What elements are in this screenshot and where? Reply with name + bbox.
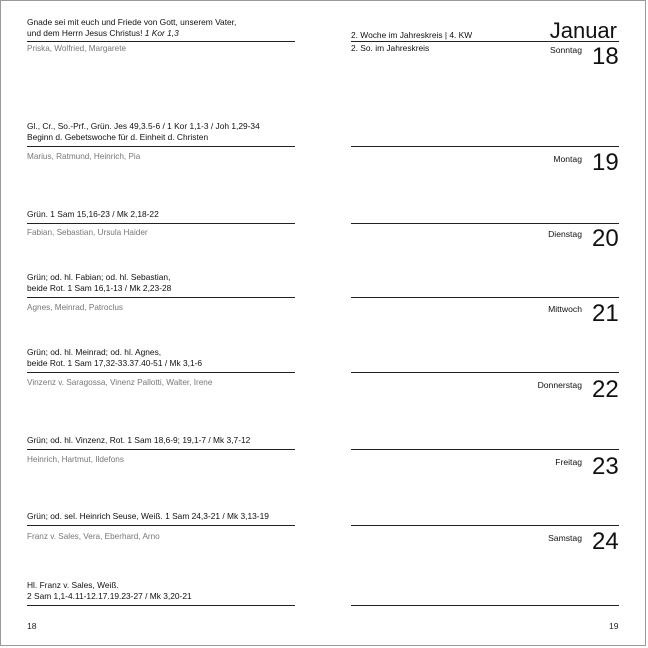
day-name: Mittwoch <box>548 304 582 314</box>
divider-line <box>27 372 295 373</box>
greeting-text: und dem Herrn Jesus Christus! <box>27 28 143 38</box>
greeting-reference: 1 Kor 1,3 <box>144 28 179 38</box>
sunday-note: 2. So. im Jahreskreis <box>351 43 430 53</box>
divider-line <box>351 41 619 42</box>
divider-line <box>27 449 295 450</box>
day-number: 23 <box>592 453 619 480</box>
liturgy-line: Gl., Cr., So.-Prf., Grün. Jes 49,3.5-6 / 1 Kor 1,1-3 / Joh 1,29-34 <box>27 121 260 131</box>
divider-line <box>351 146 619 147</box>
greeting-line-1: Gnade sei mit euch und Friede von Gott, unserem Vater, <box>27 17 237 27</box>
saints-of-day: Heinrich, Hartmut, Ildefons <box>27 455 124 464</box>
divider-line <box>27 525 295 526</box>
week-header: 2. Woche im Jahreskreis | 4. KW <box>351 30 473 40</box>
divider-line <box>351 605 619 606</box>
page-number-left: 18 <box>27 621 37 631</box>
day-number: 24 <box>592 528 619 555</box>
saints-of-day: Franz v. Sales, Vera, Eberhard, Arno <box>27 532 160 541</box>
liturgy-line: beide Rot. 1 Sam 16,1-13 / Mk 2,23-28 <box>27 282 172 293</box>
day-name: Montag <box>553 154 582 164</box>
divider-line <box>27 41 295 42</box>
day-name: Samstag <box>548 533 582 543</box>
divider-line <box>351 223 619 224</box>
divider-line <box>27 146 295 147</box>
day-name: Dienstag <box>548 229 582 239</box>
liturgy-line: Grün; od. sel. Heinrich Seuse, Weiß. 1 Sam 24,3-21 / Mk 3,13-19 <box>27 510 269 521</box>
divider-line <box>27 297 295 298</box>
liturgy-line: Grün; od. hl. Meinrad; od. hl. Agnes, <box>27 347 162 357</box>
liturgy-line: Grün; od. hl. Fabian; od. hl. Sebastian, <box>27 272 171 282</box>
day-number: 18 <box>592 43 619 70</box>
greeting-line-2 <box>27 28 179 39</box>
saints-of-day: Vinzenz v. Saragossa, Vinenz Pallotti, Walter, Irene <box>27 378 213 387</box>
divider-line <box>27 223 295 224</box>
liturgy-line: Grün. 1 Sam 15,16-23 / Mk 2,18-22 <box>27 208 159 219</box>
page-number-right: 19 <box>609 621 619 631</box>
day-name: Freitag <box>555 457 582 467</box>
day-number: 21 <box>592 300 619 327</box>
day-name: Donnerstag <box>537 380 582 390</box>
saints-of-day: Fabian, Sebastian, Ursula Haider <box>27 228 148 237</box>
saints-of-day: Priska, Wolfried, Margarete <box>27 44 127 53</box>
divider-line <box>351 525 619 526</box>
liturgy-line: Beginn d. Gebetswoche für d. Einheit d. Christen <box>27 131 209 142</box>
day-number: 22 <box>592 376 619 403</box>
liturgy-line: Grün; od. hl. Vinzenz, Rot. 1 Sam 18,6-9; 19,1-7 / Mk 3,7-12 <box>27 434 251 445</box>
divider-line <box>27 605 295 606</box>
divider-line <box>351 372 619 373</box>
day-number: 19 <box>592 149 619 176</box>
liturgy-line: 2 Sam 1,1-4.11-12.17.19.23-27 / Mk 3,20-21 <box>27 590 192 601</box>
day-name: Sonntag <box>549 45 582 55</box>
day-number: 20 <box>592 225 619 252</box>
divider-line <box>351 297 619 298</box>
liturgy-line: beide Rot. 1 Sam 17,32-33.37.40-51 / Mk 3,1-6 <box>27 357 203 368</box>
divider-line <box>351 449 619 450</box>
liturgy-line: Hl. Franz v. Sales, Weiß. <box>27 580 119 590</box>
saints-of-day: Marius, Ratmund, Heinrich, Pia <box>27 152 141 161</box>
month-title: Januar <box>549 18 617 43</box>
saints-of-day: Agnes, Meinrad, Patroclus <box>27 303 124 312</box>
